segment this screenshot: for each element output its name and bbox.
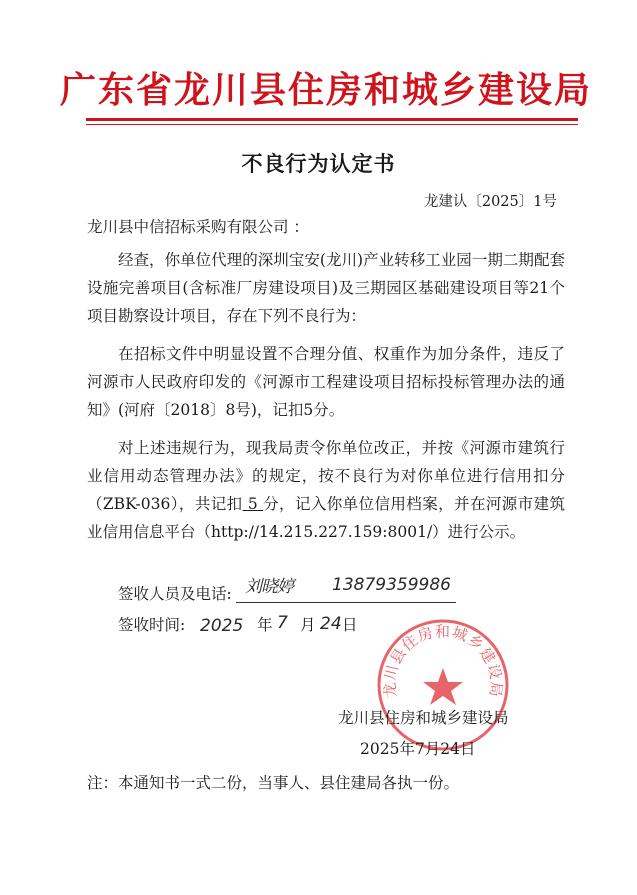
receipt-day-handwritten: 24 bbox=[320, 614, 342, 634]
seal-star-icon bbox=[423, 668, 463, 705]
document-number: 龙建认〔2025〕1号 bbox=[423, 194, 557, 210]
footnote: 注：本通知书一式二份，当事人、县住建局各执一份。 bbox=[87, 774, 460, 792]
paragraph-violation: 在招标文件中明显设置不合理分值、权重作为加分条件，违反了河源市人民政府印发的《河源市工程建设项目招标投标管理办法的通知》(河府〔2018〕8号)，记扣5分。 bbox=[87, 345, 565, 419]
seal-text: 龙川县住房和城乡建设局 bbox=[380, 622, 506, 699]
receipt-month-handwritten: 7 bbox=[277, 613, 288, 633]
year-unit: 年 bbox=[257, 616, 273, 634]
signer-label: 签收人员及电话: bbox=[118, 585, 232, 603]
letterhead-thick-rule bbox=[86, 118, 578, 121]
signer-phone-handwritten: 13879359986 bbox=[332, 575, 451, 595]
letterhead-thin-rule bbox=[86, 124, 578, 125]
issue-date: 2025年7月24日 bbox=[360, 740, 476, 758]
agency-letterhead: 广东省龙川县住房和城乡建设局 bbox=[60, 69, 593, 111]
paragraph-penalty bbox=[87, 434, 565, 546]
issuing-authority: 龙川县住房和城乡建设局 bbox=[338, 709, 509, 727]
document-title: 不良行为认定书 bbox=[241, 151, 396, 176]
penalty-text-a: 对上述违规行为，现我局责令你单位改正，并按《河源市建筑行业信用动态管理办法》的规定，按不良行为对你单位进行信用扣分（ZBK-036），共记扣 bbox=[87, 439, 565, 513]
penalty-score: 5 bbox=[247, 495, 258, 513]
paragraph-findings: 经查，你单位代理的深圳宝安(龙川)产业转移工业园一期二期配套设施完善项目(含标准厂房建设项目)及三期园区基础建设项目等21个项目勘察设计项目，存在下列不良行为： bbox=[87, 251, 565, 325]
receipt-time-label: 签收时间: bbox=[118, 616, 186, 634]
penalty-text-b: 分，记入你单位信用档案，并在河源市建筑业信用信息平台（http://14.215.227.159:8001/）进行公示。 bbox=[87, 495, 565, 541]
receipt-year-handwritten: 2025 bbox=[200, 616, 244, 636]
signer-underline bbox=[236, 602, 456, 603]
official-seal bbox=[374, 616, 512, 754]
signer-name-handwritten: 刘晓婷 bbox=[245, 577, 293, 597]
addressee: 龙川县中信招标采购有限公司 ： bbox=[87, 218, 309, 236]
day-unit: 日 bbox=[342, 616, 358, 634]
month-unit: 月 bbox=[300, 616, 316, 634]
